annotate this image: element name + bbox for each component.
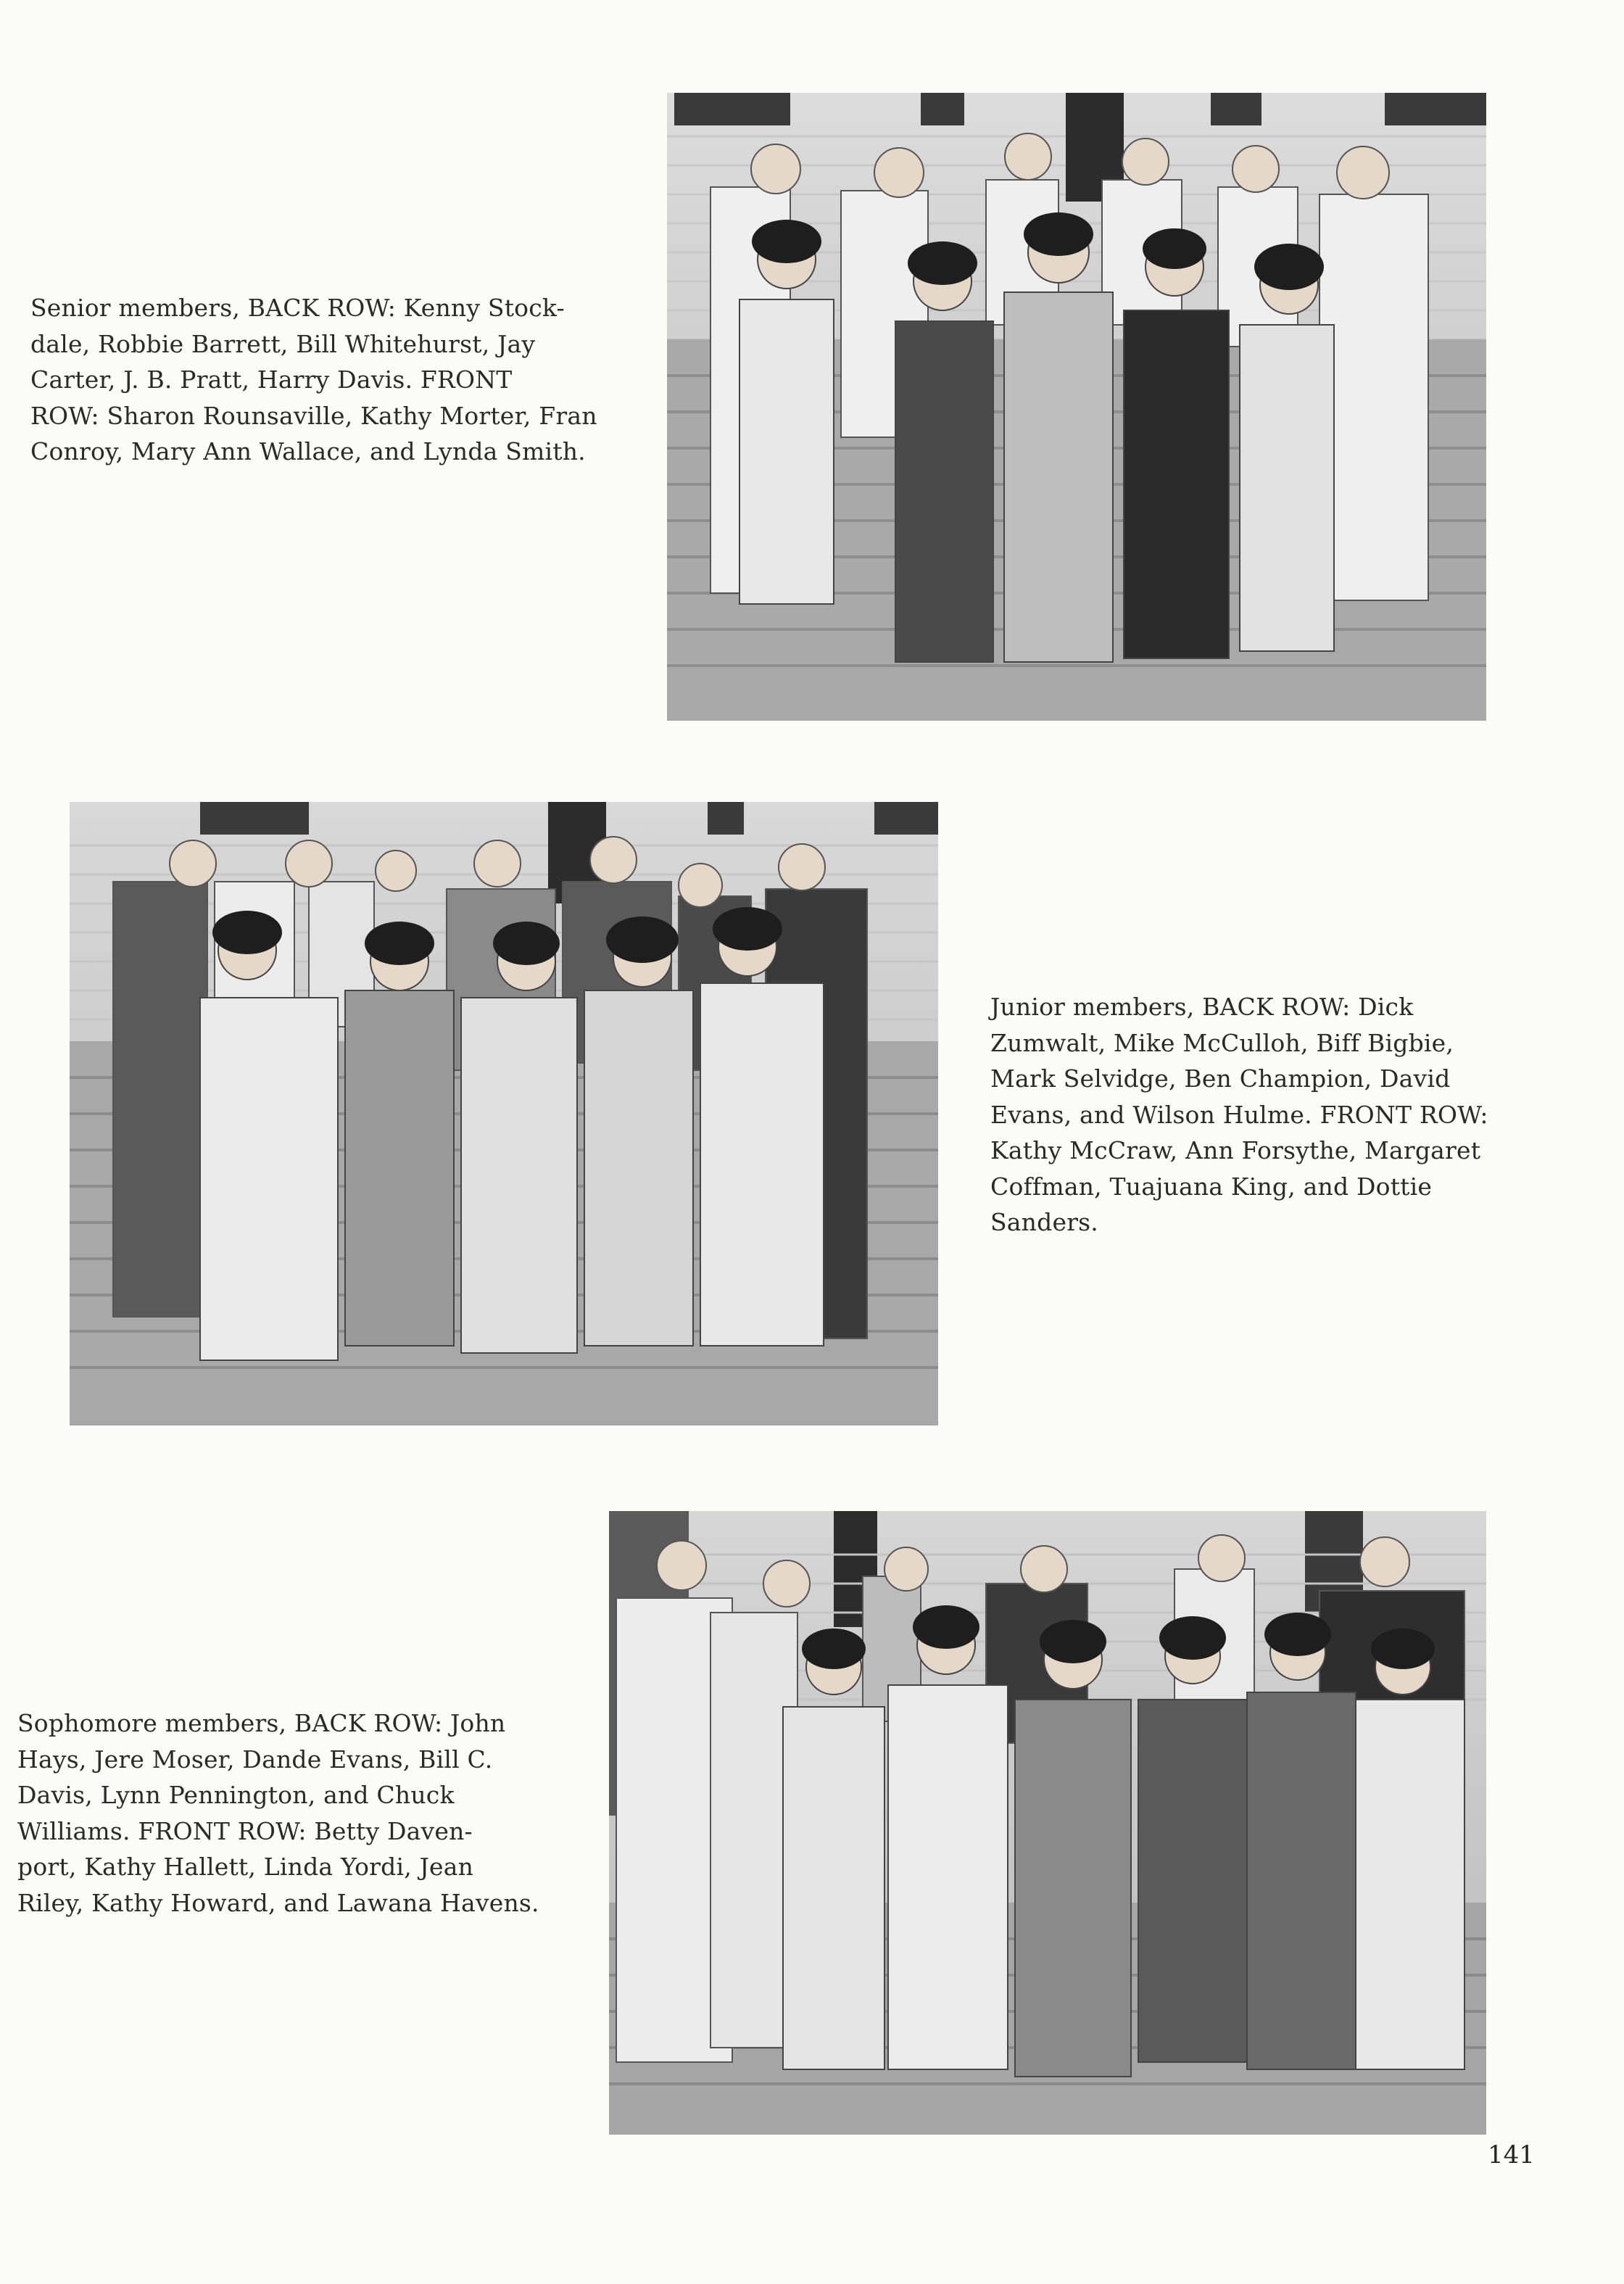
sophomore-group-photo [609,1511,1486,2135]
senior-group-photo [667,93,1486,721]
page-number: 141 [1488,2140,1535,2169]
junior-caption: Junior members, BACK ROW: Dick Zumwalt, Mike McCulloh, Biff Bigbie, Mark Selvidge, Ben Champion, David Evans, and Wilson Hulme. FRONT ROW: Kathy McCraw, Ann Forsythe, Margaret Coffman, Tuajuana King, and Dottie Sanders. [990,993,1488,1236]
senior-caption: Senior members, BACK ROW: Kenny Stock- dale, Robbie Barrett, Bill Whitehurst, Jay Carter, J. B. Pratt, Harry Davis. FRONT ROW: Sharon Rounsaville, Kathy Morter, Fran Conroy, Mary Ann Wallace, and Lynda Smith. [30,294,597,466]
sophomore-caption: Sophomore members, BACK ROW: John Hays, Jere Moser, Dande Evans, Bill C. Davis, Lynn Pennington, and Chuck Williams. FRONT ROW: Betty Daven- port, Kathy Hallett, Linda Yordi, Jean Riley, Kathy Howard, and Lawana Havens. [17,1709,539,1917]
junior-group-photo [70,802,938,1426]
